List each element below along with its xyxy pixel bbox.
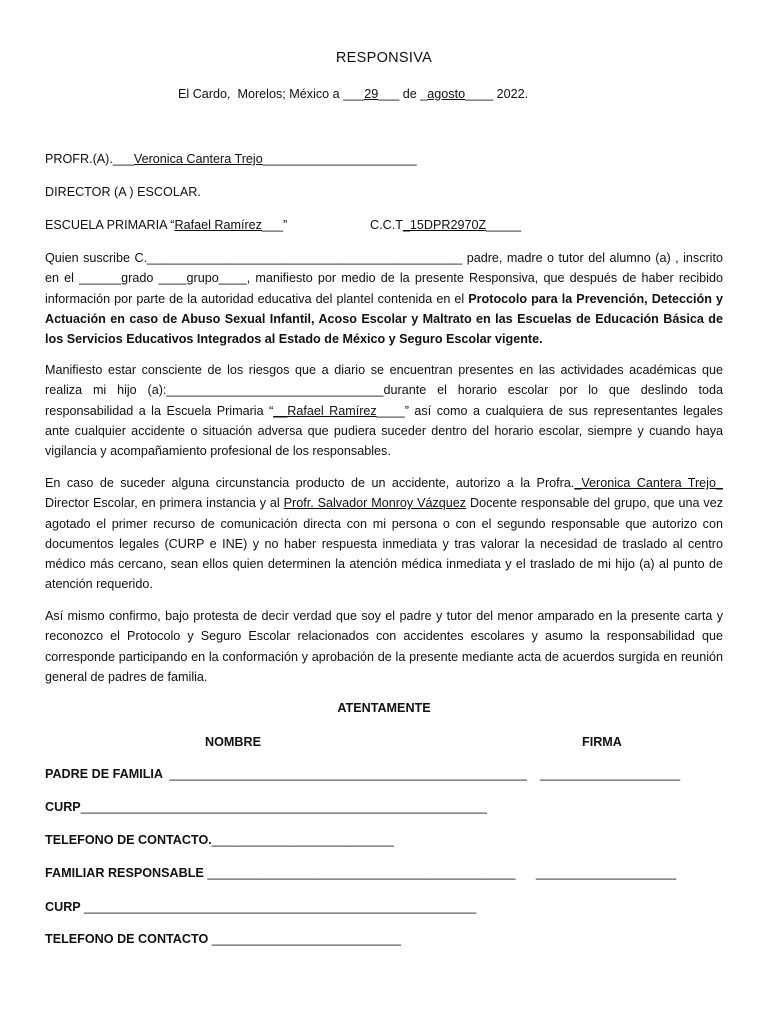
p2-text-end: ” así como a cualquiera de sus representantes legales ante cualquier accidente o situación adversa que pudiera suceder dentro del horario escolar, siempre y cuando haya vigilancia y acompañamiento profesional de los responsables. [45,403,723,459]
escuela-close: ” [283,218,288,232]
familiar-row [45,866,516,880]
telefono-line-1: __________________________ [211,833,394,847]
telefono-label-1: TELEFONO DE CONTACTO. [45,833,212,847]
telefono-row-1 [45,833,394,847]
nombre-heading: NOMBRE [205,735,261,749]
paragraph-3 [45,473,723,595]
paragraph-4: Así mismo confirmo, bajo protesta de decir verdad que soy el padre y tutor del menor amparado en la presente carta y reconozco el Protocolo y Seguro Escolar relacionados con accidentes escolares y asumo la responsabilidad que corresponde participando en la conformación y aprobación de la presente mediante acta de acuerdos surgida en reunión general de padres de familia. [45,609,723,684]
curp-row-2 [45,900,476,914]
date-day-pre: ___ [343,87,365,101]
familiar-firma-line: ____________________ [536,866,677,880]
profr-post: ______________________ [262,152,417,166]
profr-name: Veronica Cantera Trejo [133,152,263,166]
profr-line [45,152,417,166]
date-year: 2022. [493,87,529,101]
curp-label-2: CURP [45,900,84,914]
curp-row-1 [45,800,487,814]
familiar-label: FAMILIAR RESPONSABLE [45,866,208,880]
date-place: El Cardo, Morelos; México a [178,87,344,101]
p2-school-post: ____ [376,403,405,418]
date-month-post: ____ [465,87,494,101]
telefono-label-2: TELEFONO DE CONTACTO [45,932,212,946]
p3-profra: _Veronica Cantera Trejo_ [574,476,723,490]
date-month: agosto [427,87,466,101]
p2-school: __Rafael Ramírez [273,403,377,418]
cct-value: _15DPR2970Z [402,218,487,232]
date-day-post: ___ [378,87,400,101]
firma-heading: FIRMA [582,735,622,749]
escuela-line [45,218,287,232]
date-day: 29 [364,87,379,101]
telefono-line-2: ___________________________ [211,932,401,946]
p3-text-mid: Director Escolar, en primera instancia y al [45,496,284,511]
atentamente: ATENTAMENTE [337,701,431,715]
p2-text: Manifiesto estar consciente de los riesgos que a diario se encuentran presentes en las actividades académicas que realiza mi hijo (a):_______________________________durante el horario escolar por lo que deslindo toda responsabilidad a la Escuela Primaria “ [45,363,723,418]
padre-firma-line: ____________________ [540,767,681,781]
date-month-pre: _ [420,87,428,101]
escuela-post: ___ [261,218,283,232]
date-line [178,87,528,101]
cct-line [370,218,521,232]
p1-text: Quien suscribe C._____________________________________________ padre, madre o tutor del alumno (a) , inscrito en el ______grado ____grupo____, manifiesto por medio de la presente Responsiva, que después de haber recibido información por parte de la autoridad educativa del plantel contenida en el [45,251,723,306]
profr-label: PROFR.(A). [45,152,113,166]
familiar-line: ____________________________________________ [207,866,516,880]
escuela-name: Rafael Ramírez [174,218,262,232]
telefono-row-2 [45,932,401,946]
p3-text: En caso de suceder alguna circunstancia producto de un accidente, autorizo a la Profra. [45,476,575,490]
curp-label-1: CURP [45,800,81,814]
date-de: de [399,87,421,101]
document-title: RESPONSIVA [335,50,433,66]
escuela-label: ESCUELA PRIMARIA “ [45,218,175,232]
p1-protocol: Protocolo para la Prevención, Detección y Actuación en caso de Abuso Sexual Infantil, Acoso Escolar y Maltrato en las Escuelas de Educación Básica de los Servicios Educativos Integrados al Estado de México y Seguro Escolar vigente. [45,291,723,347]
curp-line-1: __________________________________________________________ [80,800,487,814]
padre-label: PADRE DE FAMILIA [45,767,167,781]
paragraph-1 [45,248,723,349]
padre-row [45,767,527,781]
cct-post: _____ [486,218,522,232]
p3-text-end: Docente responsable del grupo, que una vez agotado el primer recurso de comunicación directa con mi persona o con el segundo responsable que autorizo con documentos legales (CURP e INE) y no haber respuesta inmediata y tras valorar la necesidad de traslado al centro médico más cercano, sean ellos quien determinen la atención médica inmediata y el traslado de mi hijo (a) al punto de atención requerido. [45,496,724,592]
cct-label: C.C.T [370,218,403,232]
curp-line-2: ________________________________________________________ [83,900,477,914]
director-line: DIRECTOR (A ) ESCOLAR. [45,185,201,199]
p3-profr: Profr. Salvador Monroy Vázquez [283,496,467,511]
padre-line: ___________________________________________________ [166,767,527,781]
paragraph-2 [45,360,723,461]
profr-pre: ___ [112,152,134,166]
